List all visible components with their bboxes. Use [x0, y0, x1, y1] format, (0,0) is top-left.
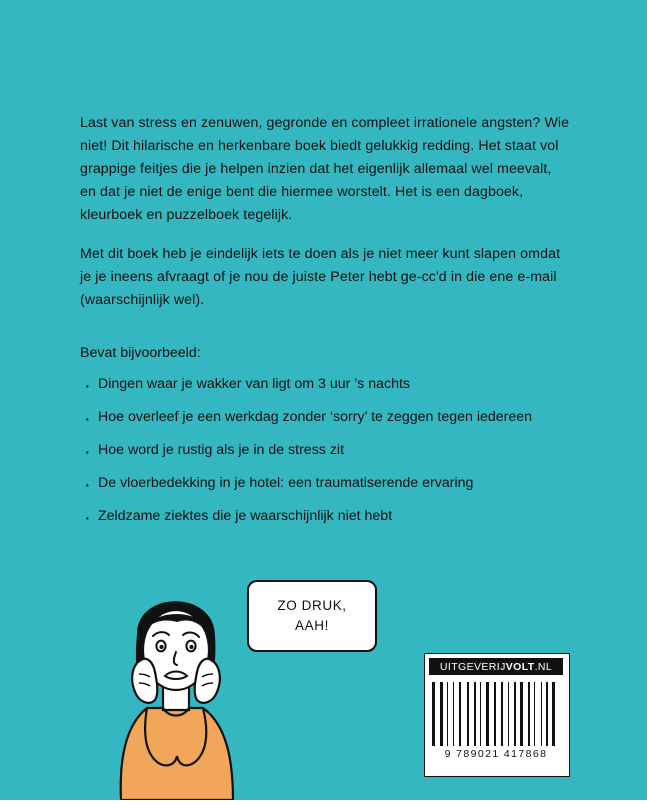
contains-list: [80, 373, 570, 528]
publisher-logo: [429, 658, 563, 675]
list-item: · Zeldzame ziektes die je waarschijnlijk niet hebt: [80, 505, 570, 528]
publisher-name: VOLT: [505, 660, 535, 673]
list-item: · De vloerbedekking in je hotel: een traumatiserende ervaring: [80, 472, 570, 495]
blurb-section: [80, 112, 570, 538]
blurb-paragraph-2: Met dit boek heb je eindelijk iets te doen als je niet meer kunt slapen omdat je je ineens afvraagt of je nou de juiste Peter hebt ge-cc'd in die ene e-mail (waarschijnlijk wel).: [80, 246, 561, 308]
blurb-paragraph-1: Last van stress en zenuwen, gegronde en compleet irrationele angsten? Wie niet! Dit hilarische en herkenbare boek biedt gelukkig redding. Het staat vol grappige feitjes die je helpen inzien dat het eigenlijk allemaal wel meevalt, en dat je niet de enige bent die hiermee worstelt. Het is een dagboek, kleurboek en puzzelboek tegelijk.: [80, 115, 570, 223]
speech-bubble-line-2: AAH!: [295, 618, 329, 633]
list-item: · Hoe word je rustig als je in de stress zit: [80, 439, 570, 462]
list-item: · Hoe overleef je een werkdag zonder ‘sorry’ te zeggen tegen iedereen: [80, 406, 570, 429]
list-item: · Dingen waar je wakker van ligt om 3 uur ’s nachts: [80, 373, 570, 396]
anxious-woman-illustration: [85, 556, 265, 800]
publisher-prefix: UITGEVERIJ: [439, 660, 506, 673]
speech-bubble: [247, 580, 377, 652]
speech-bubble-text: [249, 582, 375, 650]
speech-bubble-line-1: ZO DRUK,: [277, 598, 347, 614]
isbn-digits: 9 789021 417868: [444, 748, 548, 760]
barcode-bars: [432, 682, 560, 746]
publisher-suffix: .NL: [534, 660, 553, 673]
contains-heading: Bevat bijvoorbeeld:: [80, 345, 201, 361]
